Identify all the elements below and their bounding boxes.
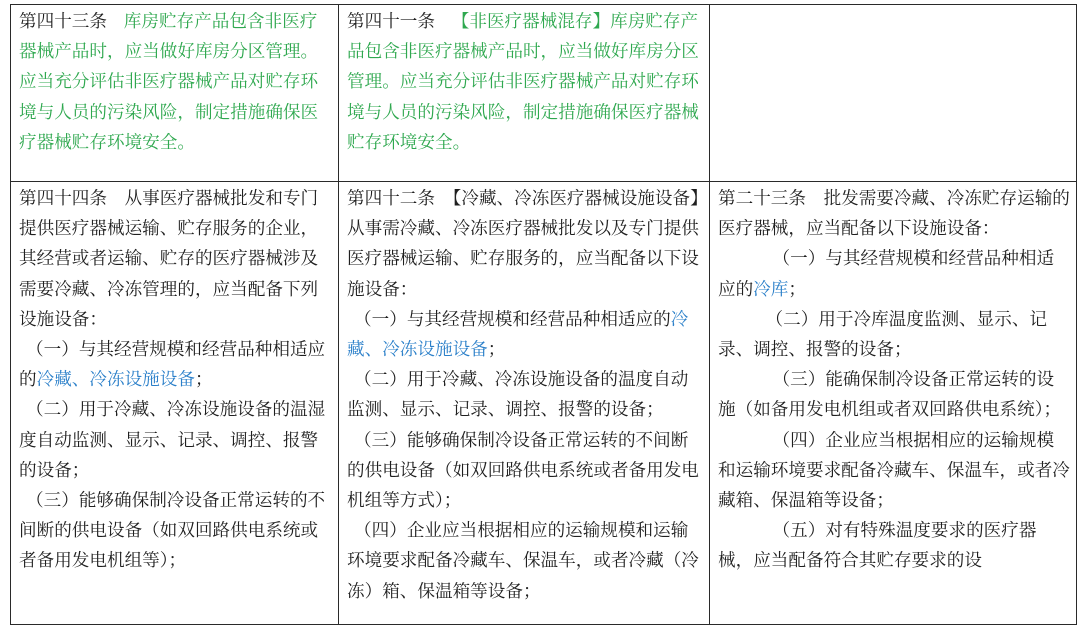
clause-item-3: （三）能够确保制冷设备正常运转的不间断的供电设备（如双回路供电系统或者备用发电机组等方式）； — [347, 430, 699, 512]
article-lead: 第四十四条 从事医疗器械批发和专门提供医疗器械运输、贮存服务的企业，其经营或者运输、贮存的医疗器械涉及需要冷藏、冷冻管理的，应当配备下列设施设备： — [19, 189, 319, 330]
clause-item-4: （四）企业应当根据相应的运输规模和运输环境要求配备冷藏车、保温车，或者冷藏（冷冻）箱、保温箱等设备； — [347, 521, 699, 602]
article-lead: 第二十三条 批发需要冷藏、冷冻贮存运输的医疗器械，应当配备以下设施设备： — [718, 189, 1070, 240]
article-number: 第四十一条 — [347, 12, 435, 32]
regulation-comparison-table — [10, 4, 1077, 625]
clause-item-1: （一）与其经营规模和经营品种相适应的冷库； — [718, 249, 1055, 300]
article-text: 【非医疗器械混存】库房贮存产品包含非医疗器械产品时，应当做好库房分区管理。应当充分评估非医疗器械产品对贮存环境与人员的污染风险，制定措施确保医疗器械贮存环境安全。 — [347, 12, 699, 153]
clause-item-1: （一）与其经营规模和经营品种相适应的冷藏、冷冻设施设备； — [347, 309, 689, 361]
clause-item-4: （四）企业应当根据相应的运输规模和运输环境要求配备冷藏车、保温车，或者冷藏箱、保温箱等设备； — [718, 430, 1070, 512]
cell-row1-col2 — [339, 5, 710, 182]
clause-item-2: （二）用于冷藏、冷冻设施设备的温湿度自动监测、显示、记录、调控、报警的设备； — [19, 400, 326, 481]
clause-item-3: （三）能够确保制冷设备正常运转的不间断的供电设备（如双回路供电系统或者备用发电机组等）； — [19, 491, 326, 572]
cell-row2-col2 — [339, 182, 710, 625]
cell-row1-col1 — [11, 5, 339, 182]
table-row — [11, 182, 1077, 625]
cell-row1-col3 — [710, 5, 1077, 182]
article-text: 库房贮存产品包含非医疗器械产品时，应当做好库房分区管理。应当充分评估非医疗器械产品对贮存环境与人员的污染风险，制定措施确保医疗器械贮存环境安全。 — [19, 12, 319, 153]
clause-item-1: （一）与其经营规模和经营品种相适应的冷藏、冷冻设施设备； — [19, 340, 326, 391]
highlight-link: 冷藏、冷冻设施设备 — [36, 370, 195, 391]
highlight-link: 冷藏、冷冻设施设备 — [347, 309, 689, 361]
article-lead: 第四十二条 【冷藏、冷冻医疗器械设施设备】从事需冷藏、冷冻医疗器械批发以及专门提供医疗器械运输、贮存服务的，应当配备以下设施设备： — [347, 189, 699, 300]
clause-item-5: （五）对有特殊温度要求的医疗器械，应当配备符合其贮存要求的设 — [718, 521, 1037, 572]
clause-item-2: （二）用于冷库温度监测、显示、记录、调控、报警的设备； — [718, 309, 1048, 361]
clause-item-2: （二）用于冷藏、冷冻设施设备的温度自动监测、显示、记录、调控、报警的设备； — [347, 370, 689, 421]
article-number: 第四十三条 — [19, 12, 107, 32]
cell-row2-col1 — [11, 182, 339, 625]
cell-row2-col3 — [710, 182, 1077, 625]
clause-item-3: （三）能确保制冷设备正常运转的设施（如备用发电机组或者双回路供电系统）； — [718, 370, 1062, 421]
table-row — [11, 5, 1077, 182]
highlight-link: 冷库 — [753, 279, 789, 300]
